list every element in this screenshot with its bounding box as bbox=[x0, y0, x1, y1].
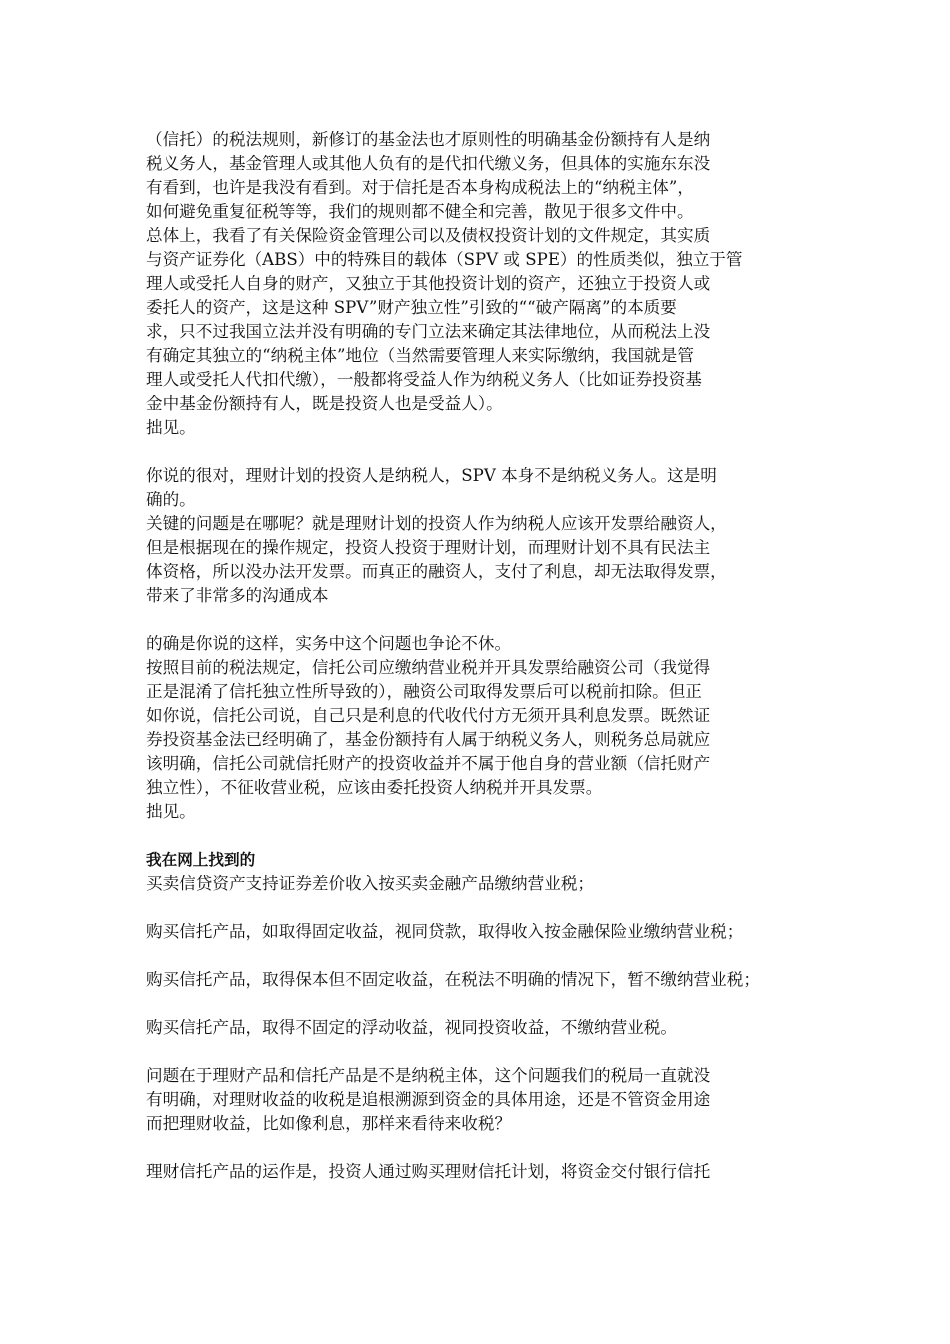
paragraph-reply-investor-taxpayer bbox=[146, 464, 846, 512]
text-line: 总体上，我看了有关保险资金管理公司以及债权投资计划的文件规定，其实质 bbox=[146, 226, 711, 245]
rule-securities-spread: 买卖信贷资产支持证券差价收入按买卖金融产品缴纳营业税； bbox=[146, 874, 595, 893]
spacer bbox=[146, 608, 846, 632]
text-line: 你说的很对，理财计划的投资人是纳税人，SPV 本身不是纳税义务人。这是明 bbox=[146, 466, 717, 485]
text-line: 税义务人，基金管理人或其他人负有的是代扣代缴义务，但具体的实施东东没 bbox=[146, 154, 711, 173]
closing-remark: 拙见。 bbox=[146, 802, 196, 821]
text-line: 理人或受托人代扣代缴），一般都将受益人作为纳税义务人（比如证券投资基 bbox=[146, 370, 702, 389]
rule-guaranteed-principal: 购买信托产品，取得保本但不固定收益，在税法不明确的情况下，暂不缴纳营业税； bbox=[146, 970, 760, 989]
text-line: 委托人的资产，这是这种 SPV”财产独立性”引致的““破产隔离”的本质要 bbox=[146, 298, 677, 317]
text-line: 有确定其独立的“纳税主体”地位（当然需要管理人来实际缴纳，我国就是管 bbox=[146, 346, 694, 365]
text-line: 但是根据现在的操作规定，投资人投资于理财计划，而理财计划不具有民法主 bbox=[146, 538, 711, 557]
spacer bbox=[146, 1136, 846, 1160]
text-line: 理人或受托人自身的财产，又独立于其他投资计划的资产，还独立于投资人或 bbox=[146, 274, 711, 293]
text-line: 体资格，所以没办法开发票。而真正的融资人，支付了利息，却无法取得发票， bbox=[146, 562, 727, 581]
text-line: 该明确，信托公司就信托财产的投资收益并不属于他自身的营业额（信托财产 bbox=[146, 754, 711, 773]
spacer bbox=[146, 992, 846, 1016]
text-line: 独立性），不征收营业税，应该由委托投资人纳税并开具发票。 bbox=[146, 778, 603, 797]
document-body bbox=[146, 128, 846, 1184]
text-line: 金中基金份额持有人，既是投资人也是受益人）。 bbox=[146, 394, 503, 413]
text-line: 带来了非常多的沟通成本 bbox=[146, 586, 329, 605]
text-line: 有明确，对理财收益的收税是追根溯源到资金的具体用途，还是不管资金用途 bbox=[146, 1090, 711, 1109]
text-line: 关键的问题是在哪呢？就是理财计划的投资人作为纳税人应该开发票给融资人， bbox=[146, 514, 727, 533]
paragraph-current-tax-rules bbox=[146, 656, 846, 800]
closing-remark: 拙见。 bbox=[146, 418, 196, 437]
text-line: 如你说，信托公司说，自己只是利息的代收代付方无须开具利息发票。既然证 bbox=[146, 706, 711, 725]
text-line: 券投资基金法已经明确了，基金份额持有人属于纳税义务人，则税务总局就应 bbox=[146, 730, 711, 749]
section-heading: 我在网上找到的 bbox=[146, 851, 256, 869]
text-line: 正是混淆了信托独立性所导致的），融资公司取得发票后可以税前扣除。但正 bbox=[146, 682, 702, 701]
text-line: 问题在于理财产品和信托产品是不是纳税主体，这个问题我们的税局一直就没 bbox=[146, 1066, 711, 1085]
text-line: 如何避免重复征税等等，我们的规则都不健全和完善，散见于很多文件中。 bbox=[146, 202, 694, 221]
spacer bbox=[146, 896, 846, 920]
paragraph-trust-tax-rules bbox=[146, 128, 846, 224]
text-line: 而把理财收益，比如像利息，那样来看待来收税？ bbox=[146, 1114, 512, 1133]
spacer bbox=[146, 440, 846, 464]
paragraph-taxable-entity-question bbox=[146, 1064, 846, 1136]
text-line: 按照目前的税法规定，信托公司应缴纳营业税并开具发票给融资公司（我觉得 bbox=[146, 658, 711, 677]
paragraph-agreement: 的确是你说的这样，实务中这个问题也争论不休。 bbox=[146, 634, 512, 653]
rule-floating-income: 购买信托产品，取得不固定的浮动收益，视同投资收益，不缴纳营业税。 bbox=[146, 1018, 677, 1037]
text-line: 与资产证券化（ABS）中的特殊目的载体（SPV 或 SPE）的性质类似，独立于管 bbox=[146, 250, 743, 269]
paragraph-invoice-issue bbox=[146, 512, 846, 608]
spacer bbox=[146, 1040, 846, 1064]
rule-fixed-income: 购买信托产品，如取得固定收益，视同贷款，取得收入按金融保险业缴纳营业税； bbox=[146, 922, 744, 941]
spacer bbox=[146, 824, 846, 848]
text-line: （信托）的税法规则，新修订的基金法也才原则性的明确基金份额持有人是纳 bbox=[146, 130, 711, 149]
text-line: 确的。 bbox=[146, 490, 196, 509]
text-line: 有看到，也许是我没有看到。对于信托是否本身构成税法上的“纳税主体”， bbox=[146, 178, 694, 197]
spacer bbox=[146, 944, 846, 968]
text-line: 求，只不过我国立法并没有明确的专门立法来确定其法律地位，从而税法上没 bbox=[146, 322, 711, 341]
paragraph-trust-operation: 理财信托产品的运作是，投资人通过购买理财信托计划，将资金交付银行信托 bbox=[146, 1162, 711, 1181]
paragraph-spv-independence bbox=[146, 224, 846, 416]
